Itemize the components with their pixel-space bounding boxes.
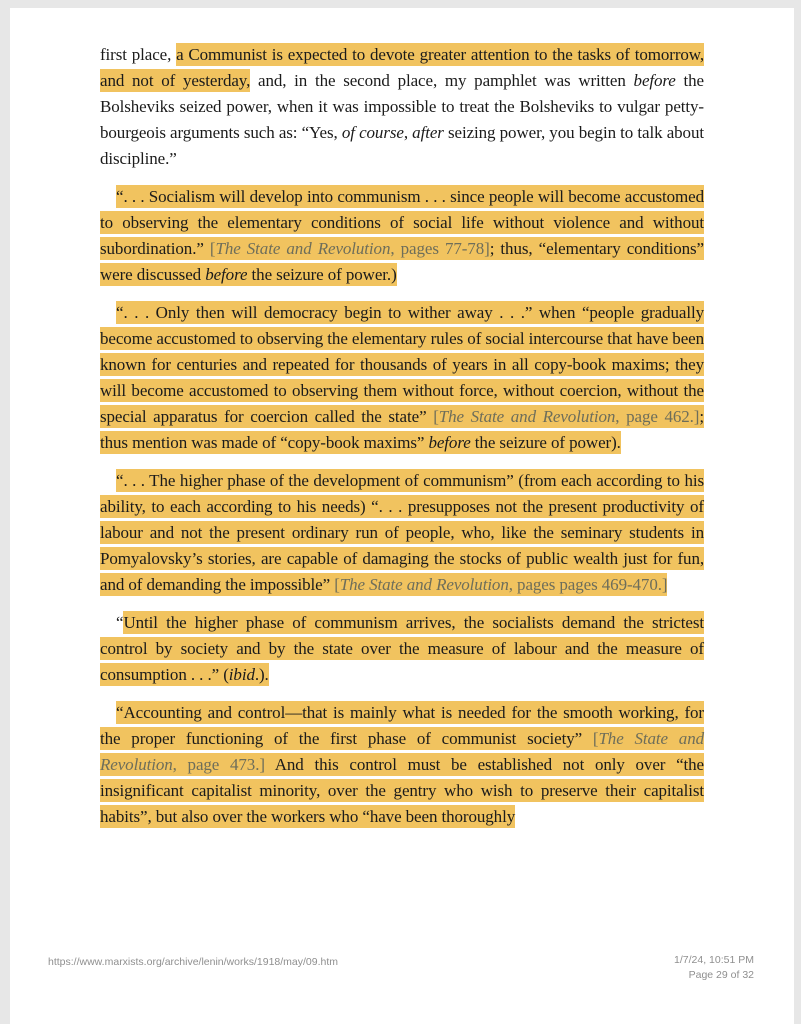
paragraph	[100, 610, 704, 688]
citation-reference: The State and Revolution	[438, 407, 616, 426]
citation-reference: The State and Revolution	[339, 575, 509, 594]
body-text: of course	[341, 123, 404, 142]
paragraph	[100, 42, 704, 172]
highlighted-text: the seizure of power).	[470, 433, 621, 452]
body-text: first place,	[100, 45, 177, 64]
footer-page-number: Page 29 of 32	[688, 969, 754, 981]
highlighted-text: “. . . Only then will democracy begin to wither away . . .” when “people gradually become accustomed to observing the elementary rules of social intercourse that have been known for centuries and repeated for thousands of years in all copy-book maxims; they will become accustomed to observing them without force, without coercion, without the special apparatus for coercion called the state”	[100, 303, 704, 426]
body-text: after	[412, 123, 444, 142]
citation-reference: The State and Revolution	[100, 729, 704, 774]
footer-datetime: 1/7/24, 10:51 PM	[674, 954, 754, 966]
pdf-page	[10, 8, 794, 1024]
citation-reference: , page 462.]	[615, 407, 700, 426]
highlighted-text: a Communist is expected to devote greater attention to the tasks of tomorrow, and not of yesterday,	[100, 45, 705, 90]
citation-reference: , pages 77-78]	[390, 239, 490, 258]
highlighted-text: Until the higher phase of communism arrives, the socialists demand the strictest control by society and by the state over the measure of labour and the measure of consumption . . .” (	[100, 613, 704, 684]
citation-reference: , pages pages 469-470.]	[508, 575, 668, 594]
highlighted-text: before	[205, 265, 248, 284]
highlighted-text: the seizure of power.)	[247, 265, 397, 284]
highlighted-text: .).	[254, 665, 269, 684]
footer-meta	[674, 953, 754, 983]
highlighted-text: ; thus mention was made of “copy-book maxims”	[100, 407, 704, 452]
paragraph	[100, 300, 704, 456]
citation-reference: [	[433, 407, 439, 426]
body-text: ,	[403, 123, 413, 142]
footer-url: https://www.marxists.org/archive/lenin/works/1918/may/09.htm	[48, 956, 339, 968]
citation-reference: [	[334, 575, 340, 594]
highlighted-text: ibid	[228, 665, 255, 684]
paragraph	[100, 184, 704, 288]
document-body	[100, 42, 704, 842]
highlighted-text: “. . . The higher phase of the development of communism” (from each according to his ability, to each according to his needs) “. . . presupposes not the present productivity of labour and not the present ordinary run of people, who, like the seminary students in Pomyalovsky’s stories, are capable of damaging the stocks of public wealth just for fun, and of demanding the impossible”	[100, 471, 704, 594]
body-text: before	[633, 71, 676, 90]
body-text: seizing power, you begin to talk about discipline.”	[100, 123, 704, 168]
highlighted-text: ; thus, “elementary conditions” were discussed	[100, 239, 704, 284]
highlighted-text: “Accounting and control—that is mainly what is needed for the smooth working, for the proper functioning of the first phase of communist society”	[100, 703, 704, 748]
body-text: and, in the second place, my pamphlet was written	[250, 71, 634, 90]
paragraph	[100, 700, 704, 830]
citation-reference: The State and Revolution	[215, 239, 391, 258]
highlighted-text: And this control must be established not only over “the insignificant capitalist minority, over the gentry who wish to preserve their capitalist habits”, but also over the workers who “have been thoroughly	[100, 755, 704, 826]
citation-reference: [	[209, 239, 216, 258]
paragraph	[100, 468, 704, 598]
citation-reference: [	[592, 729, 599, 748]
citation-reference: , page 473.]	[172, 755, 265, 774]
body-text: “	[116, 613, 124, 632]
highlighted-text: before	[428, 433, 471, 452]
highlighted-text: “. . . Socialism will develop into communism . . . since people will become accustomed to observing the elementary conditions of social life without violence and without subordination.”	[100, 187, 704, 258]
body-text: the Bolsheviks seized power, when it was impossible to treat the Bolsheviks to vulgar petty-bourgeois arguments such as: “Yes,	[100, 71, 704, 142]
